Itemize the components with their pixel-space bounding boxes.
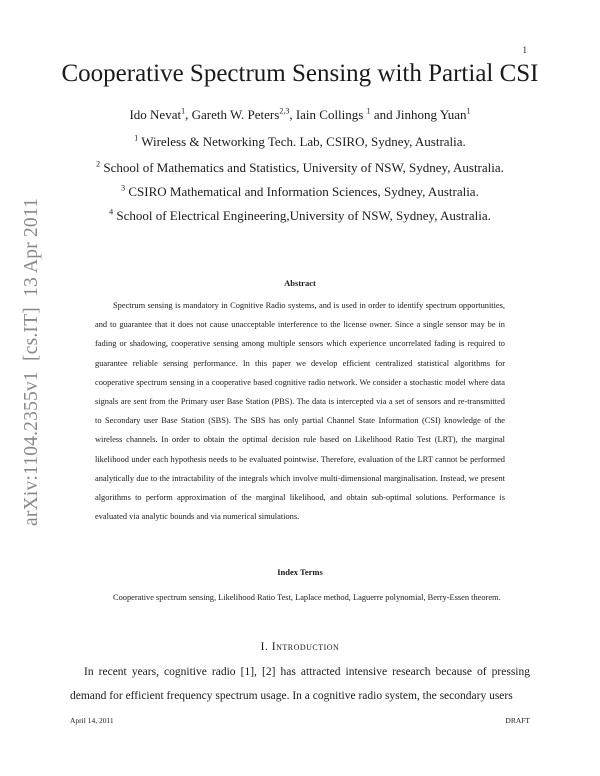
affiliation-line [0,134,600,150]
index-terms-text: Cooperative spectrum sensing, Likelihood Ratio Test, Laplace method, Laguerre polynomial, Berry-Essen theorem. [113,593,501,602]
affiliation-text: CSIRO Mathematical and Information Sciences, Sydney, Australia. [125,184,479,199]
section-heading [0,641,600,653]
affiliation-text: School of Electrical Engineering,University of NSW, Sydney, Australia. [113,208,491,223]
affiliation-mark: 2 [96,159,101,169]
section-title: Introduction [271,641,340,653]
footer-status: DRAFT [505,716,530,725]
author-list: Ido Nevat$^1$, Gareth W. Peters$^{2,3}$, Iain Collings $^1$ and Jinhong Yuan$^1$ [129,106,471,122]
affiliation-text: School of Mathematics and Statistics, University of NSW, Sydney, Australia. [100,160,504,175]
author-affiliation-mark: 1 [366,106,371,116]
affiliation-line [0,208,600,224]
affiliation-mark: 1 [134,133,139,143]
page-number: 1 [522,45,527,55]
abstract-text: Spectrum sensing is mandatory in Cognitive Radio systems, and is used in order to identify spectrum opportunities, and to guarantee that it does not cause unacceptable interference to the license owner. Since a single sensor may be in fading or shadowing, cooperative sensing among multiple sensors which experience uncorrelated fading is required to guarantee reliable sensing performance. In this paper we develop efficient centralized statistical algorithms for cooperative spectrum sensing in a cooperative based cognitive radio network. We consider a stochastic model where data signals are sent from the Primary user Base Station (PBS). The data is intercepted via a set of sensors and re-transmitted to Secondary user Base Station (SBS). The SBS has only partial Channel State Information (CSI) knowledge of the wireless channels. In order to obtain the optimal decision rule based on Likelihood Ratio Test (LRT), the marginal likelihood under each hypothesis needs to be evaluated pointwise. Therefore, evaluation of the LRT cannot be performed analytically due to the intractability of the integrals which involve multi-dimensional marginalisation. Instead, we present algorithms to perform approximation of the marginal likelihood, and obtain sub-optimal solutions. Performance is evaluated via analytic bounds and via numerical simulations. [95,301,505,522]
affiliation-line [0,184,600,200]
author-affiliation-mark: 1 [181,106,186,116]
footer-date: April 14, 2011 [70,716,114,725]
index-terms-heading: Index Terms [277,567,323,577]
affiliation-mark: 4 [109,207,114,217]
author-name: Iain Collings [295,107,364,122]
affiliation-mark: 3 [121,183,126,193]
author-affiliation-mark: 2,3 [279,106,290,116]
author-affiliation-mark: 1 [466,106,471,116]
introduction-text: In recent years, cognitive radio [1], [2] has attracted intensive research because of pressing demand for efficient frequency spectrum usage. In a cognitive radio system, the secondary users [70,666,530,702]
affiliation-text: Wireless & Networking Tech. Lab, CSIRO, Sydney, Australia. [138,134,466,149]
section-number: I. [260,641,272,653]
affiliation-line [0,160,600,176]
paper-title: Cooperative Spectrum Sensing with Partial CSI [61,60,539,87]
author-name: Ido Nevat [129,107,182,122]
arxiv-identifier: arXiv:1104.2355v1 [cs.IT] 13 Apr 2011 [21,197,42,526]
arxiv-side-stamp [17,197,47,526]
author-name: Gareth W. Peters [191,107,280,122]
abstract-heading: Abstract [284,278,316,288]
author-name: Jinhong Yuan [395,107,467,122]
